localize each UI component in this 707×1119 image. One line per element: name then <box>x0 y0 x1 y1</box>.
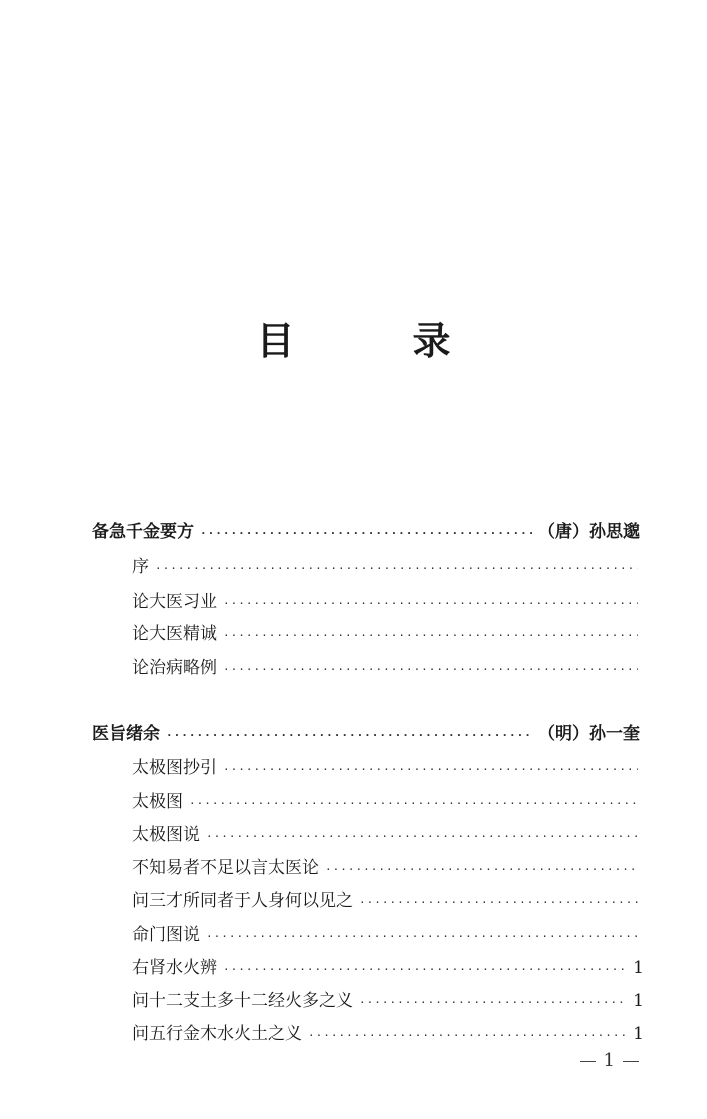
toc-entry[interactable] <box>132 790 644 816</box>
page-footer-number <box>572 1050 647 1071</box>
entry-label: 论治病略例 <box>132 658 217 678</box>
entry-label: 太极图说 <box>132 825 200 845</box>
entry-page: 1 <box>633 1024 644 1044</box>
toc-section-heading[interactable] <box>92 722 640 748</box>
dot-leader <box>223 658 638 682</box>
entry-label: 不知易者不足以言太医论 <box>132 858 319 878</box>
toc-entry[interactable] <box>132 622 644 648</box>
dot-leader <box>359 891 638 915</box>
toc-entry[interactable] <box>132 856 644 882</box>
dot-leader <box>223 592 638 616</box>
entry-label: 太极图抄引 <box>132 758 217 778</box>
folio-number: 1 <box>603 1050 615 1071</box>
dash-left <box>580 1061 596 1062</box>
toc-section-heading[interactable] <box>92 520 640 546</box>
dot-leader <box>223 624 638 648</box>
toc-entry[interactable] <box>132 823 644 849</box>
toc-entry[interactable] <box>132 956 644 982</box>
toc-entry[interactable] <box>132 555 644 581</box>
dot-leader <box>189 792 638 816</box>
section-title: 医旨绪余 <box>92 724 160 744</box>
entry-page: 1 <box>633 958 644 978</box>
page-title: 目 录 <box>256 318 491 363</box>
section-author: （唐）孙思邈 <box>538 522 640 542</box>
dot-leader <box>325 858 638 882</box>
entry-label: 论大医习业 <box>132 592 217 612</box>
toc-entry[interactable] <box>132 656 644 682</box>
section-title: 备急千金要方 <box>92 522 194 542</box>
toc-entry[interactable] <box>132 1022 644 1048</box>
entry-label: 序 <box>132 557 149 577</box>
toc-entry[interactable] <box>132 889 644 915</box>
toc-entry[interactable] <box>132 989 644 1015</box>
section-author: （明）孙一奎 <box>538 724 640 744</box>
dot-leader <box>200 522 532 546</box>
dot-leader <box>166 724 532 748</box>
entry-label: 问三才所同者于人身何以见之 <box>132 891 353 911</box>
dot-leader <box>223 758 638 782</box>
entry-label: 问十二支土多十二经火多之义 <box>132 991 353 1011</box>
dot-leader <box>359 991 627 1015</box>
entry-label: 问五行金木水火土之义 <box>132 1024 302 1044</box>
toc-entry[interactable] <box>132 923 644 949</box>
dash-right <box>623 1061 639 1062</box>
dot-leader <box>223 958 627 982</box>
entry-label: 命门图说 <box>132 925 200 945</box>
entry-page: 1 <box>633 991 644 1011</box>
dot-leader <box>155 557 638 581</box>
entry-label: 论大医精诚 <box>132 624 217 644</box>
dot-leader <box>308 1024 627 1048</box>
toc-entry[interactable] <box>132 756 644 782</box>
entry-label: 太极图 <box>132 792 183 812</box>
toc-entry[interactable] <box>132 590 644 616</box>
dot-leader <box>206 825 638 849</box>
entry-label: 右肾水火辨 <box>132 958 217 978</box>
dot-leader <box>206 925 638 949</box>
